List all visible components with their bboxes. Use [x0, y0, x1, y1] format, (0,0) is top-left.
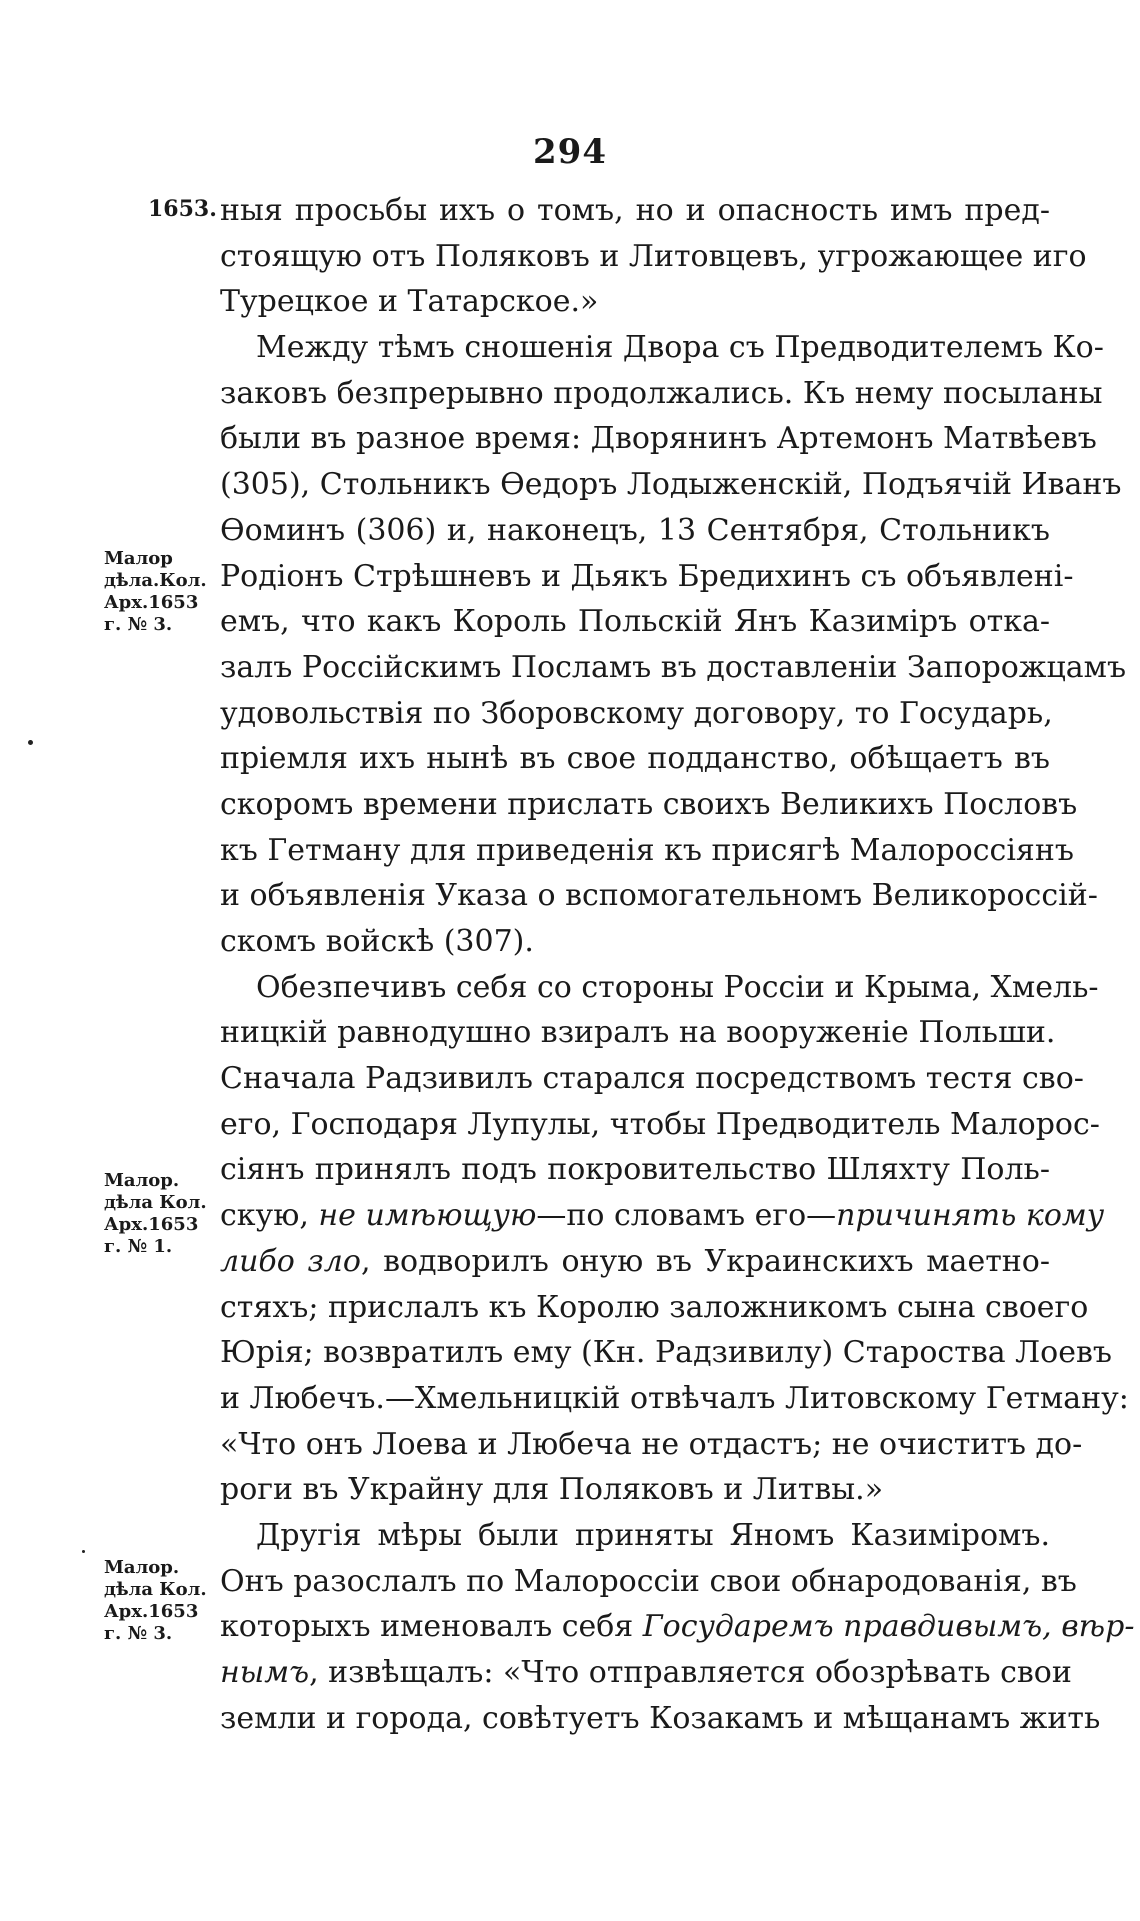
text-line: Между тѣмъ сношенія Двора съ Предводителемъ Ко-: [256, 330, 1104, 366]
text-line: «Что онъ Лоева и Любеча не отдастъ; не очиститъ до-: [220, 1426, 1083, 1462]
italic-phrase: не имѣющую: [318, 1198, 537, 1234]
text-line: стяхъ; прислалъ къ Королю заложникомъ сына своего: [220, 1289, 1089, 1325]
text-line: Сначала Радзивилъ старался посредствомъ тестя сво-: [220, 1061, 1084, 1097]
text-segment: , извѣщалъ: «Что отправляется обозрѣвать свои: [309, 1655, 1072, 1690]
margin-note-archive-3: [104, 1557, 220, 1645]
italic-phrase: либо зло: [220, 1243, 361, 1279]
text-segment: скую,: [220, 1198, 319, 1234]
text-segment: —по словамъ его—: [536, 1198, 837, 1234]
text-line: емъ, что какъ Король Польскій Янъ Казиміръ отка-: [220, 604, 1050, 640]
margin-note-line: г. № 1.: [104, 1236, 173, 1257]
text-line: [220, 1650, 1072, 1696]
text-line: скомъ войскѣ (307).: [220, 924, 534, 959]
text-line: пріемля ихъ нынѣ въ свое подданство, обѣщаетъ въ: [220, 741, 1050, 777]
italic-phrase: нымъ: [220, 1655, 310, 1690]
margin-note-archive-2: [104, 1170, 220, 1258]
text-line: къ Гетману для приведенія къ присягѣ Малороссіянъ: [220, 832, 1074, 868]
margin-note-line: г. № 3.: [104, 1623, 173, 1644]
text-line: (305), Стольникъ Ѳедоръ Лодыженскій, Подъячій Иванъ: [220, 467, 1122, 503]
text-line: ныя просьбы ихъ о томъ, но и опасность имъ пред-: [220, 193, 1050, 228]
text-line: скоромъ времени прислать своихъ Великихъ Пословъ: [220, 786, 1078, 822]
margin-note-line: Арх.1653: [104, 1601, 199, 1622]
margin-note-line: Арх.1653: [104, 592, 199, 613]
text-line: [220, 1239, 1050, 1285]
italic-phrase: Государемъ правдивымъ, вѣр-: [642, 1609, 1135, 1645]
margin-note-line: дѣла Кол.: [104, 1579, 207, 1600]
text-line: и объявленія Указа о вспомогательномъ Великороссій-: [220, 878, 1098, 914]
text-line: Онъ разослалъ по Малороссіи свои обнародованія, въ: [220, 1563, 1077, 1599]
text-line: ницкій равнодушно взиралъ на вооруженіе Польши.: [220, 1015, 1056, 1051]
text-line: и Любечъ.—Хмельницкій отвѣчалъ Литовскому Гетману:: [220, 1380, 1129, 1416]
text-line: роги въ Украйну для Поляковъ и Литвы.»: [220, 1472, 884, 1508]
print-speck: [82, 1550, 85, 1553]
margin-note-archive-1: [104, 548, 220, 636]
margin-note-line: Арх.1653: [104, 1214, 199, 1235]
margin-note-line: дѣла.Кол.: [104, 570, 207, 591]
text-line: залъ Россійскимъ Посламъ въ доставленіи Запорожцамъ: [220, 649, 1127, 685]
text-line: [220, 1604, 1135, 1650]
italic-phrase: причинять кому: [836, 1198, 1105, 1234]
text-line: Родіонъ Стрѣшневъ и Дьякъ Бредихинъ съ объявлені-: [220, 558, 1074, 594]
margin-note-line: дѣла Кол.: [104, 1192, 207, 1213]
page-number: 294: [533, 132, 607, 172]
text-line: Турецкое и Татарское.»: [220, 284, 599, 320]
text-line: его, Господаря Лупулы, чтобы Предводитель Малорос-: [220, 1106, 1100, 1142]
text-segment: , водворилъ оную въ Украинскихъ маетно-: [360, 1243, 1050, 1279]
text-segment: которыхъ именовалъ себя: [220, 1609, 643, 1645]
text-line: Другія мѣры были приняты Яномъ Казиміромъ.: [256, 1517, 1050, 1553]
text-line: заковъ безпрерывно продолжались. Къ нему посыланы: [220, 375, 1103, 411]
text-line: стоящую отъ Поляковъ и Литовцевъ, угрожающее иго: [220, 238, 1087, 274]
text-line: сіянъ принялъ подъ покровительство Шляхту Поль-: [220, 1152, 1050, 1188]
text-line: Обезпечивъ себя со стороны Россіи и Крыма, Хмель-: [256, 969, 1099, 1005]
margin-note-line: Малор: [104, 548, 173, 569]
text-line: Ѳоминъ (306) и, наконецъ, 13 Сентября, Стольникъ: [220, 512, 1050, 548]
text-line: Юрія; возвратилъ ему (Кн. Радзивилу) Староства Лоевъ: [220, 1335, 1112, 1371]
margin-note-line: Малор.: [104, 1557, 180, 1578]
text-line: земли и города, совѣтуетъ Козакамъ и мѣщанамъ жить: [220, 1700, 1101, 1736]
print-speck: [28, 740, 33, 745]
text-line: были въ разное время: Дворянинъ Артемонъ Матвѣевъ: [220, 421, 1097, 457]
text-line: удовольствія по Зборовскому договору, то Государь,: [220, 695, 1053, 731]
margin-note-line: Малор.: [104, 1170, 180, 1191]
margin-note-line: г. № 3.: [104, 614, 173, 635]
text-line: [220, 1193, 1105, 1239]
margin-year: 1653.: [148, 196, 217, 222]
main-text: [220, 188, 1135, 1741]
